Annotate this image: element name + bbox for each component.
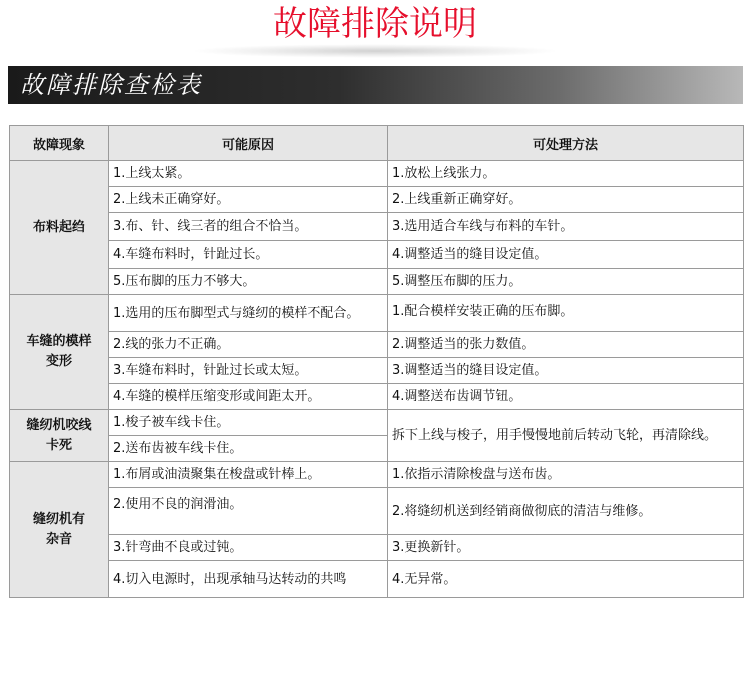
symptom-cell: 布料起绉 <box>10 161 109 295</box>
fix-cell: 拆下上线与梭子，用手慢慢地前后转动飞轮，再清除线。 <box>388 410 744 462</box>
table-row <box>10 269 744 295</box>
table-row <box>10 358 744 384</box>
cause-cell: 2.上线未正确穿好。 <box>109 187 388 213</box>
table-row <box>10 187 744 213</box>
symptom-cell <box>10 462 109 598</box>
fix-cell: 1.依指示清除梭盘与送布齿。 <box>388 462 744 488</box>
fix-cell: 4.调整适当的缝目设定值。 <box>388 241 744 269</box>
header-cause: 可能原因 <box>109 126 388 161</box>
symptom-line: 车缝的模样 <box>26 334 92 349</box>
cause-cell: 4.切入电源时，出现承轴马达转动的共鸣 <box>109 561 388 598</box>
table-row <box>10 213 744 241</box>
table-row <box>10 332 744 358</box>
cause-cell: 3.针弯曲不良或过钝。 <box>109 535 388 561</box>
table-row <box>10 161 744 187</box>
symptom-line: 缝纫机有 <box>32 511 85 527</box>
banner-title: 故障排除查检表 <box>20 71 202 99</box>
fix-cell: 3.调整适当的缝目设定值。 <box>388 358 744 384</box>
cause-cell: 1.布屑或油渍聚集在梭盘或针棒上。 <box>109 462 388 488</box>
cause-cell: 1.选用的压布脚型式与缝纫的模样不配合。 <box>109 295 388 332</box>
symptom-cell <box>10 295 109 410</box>
cause-cell: 2.线的张力不正确。 <box>109 332 388 358</box>
symptom-line: 缝纫机咬线 <box>26 417 92 433</box>
fix-cell: 5.调整压布脚的压力。 <box>388 269 744 295</box>
header-symptom: 故障现象 <box>10 126 109 161</box>
fix-cell: 2.上线重新正确穿好。 <box>388 187 744 213</box>
title-shadow <box>190 44 560 58</box>
fix-cell: 3.选用适合车线与布料的车针。 <box>388 213 744 241</box>
cause-cell: 4.车缝布料时，针趾过长。 <box>109 241 388 269</box>
symptom-line: 卡死 <box>45 437 72 453</box>
cause-cell: 2.使用不良的润滑油。 <box>109 488 388 535</box>
table-row <box>10 241 744 269</box>
table-row <box>10 384 744 410</box>
fix-cell: 4.无异常。 <box>388 561 744 598</box>
table-row <box>10 561 744 598</box>
symptom-cell <box>10 410 109 462</box>
fix-cell: 1.配合模样安装正确的压布脚。 <box>388 295 744 332</box>
table-row <box>10 295 744 332</box>
fix-cell: 1.放松上线张力。 <box>388 161 744 187</box>
cause-cell: 4.车缝的模样压缩变形或间距太开。 <box>109 384 388 410</box>
troubleshooting-table <box>9 125 744 598</box>
table-row <box>10 410 744 436</box>
cause-cell: 5.压布脚的压力不够大。 <box>109 269 388 295</box>
page-title: 故障排除说明 <box>273 4 477 44</box>
cause-cell: 3.布、针、线三者的组合不恰当。 <box>109 213 388 241</box>
symptom-line: 变形 <box>45 354 72 369</box>
section-banner <box>8 66 743 104</box>
cause-cell: 1.梭子被车线卡住。 <box>109 410 388 436</box>
fix-cell: 4.调整送布齿调节钮。 <box>388 384 744 410</box>
table-header-row <box>10 126 744 161</box>
cause-cell: 3.车缝布料时，针趾过长或太短。 <box>109 358 388 384</box>
header-fix: 可处理方法 <box>388 126 744 161</box>
fix-cell: 2.将缝纫机送到经销商做彻底的清洁与维修。 <box>388 488 744 535</box>
table-row <box>10 488 744 535</box>
table-row <box>10 462 744 488</box>
symptom-line: 杂音 <box>45 531 72 547</box>
cause-cell: 1.上线太紧。 <box>109 161 388 187</box>
fix-cell: 2.调整适当的张力数值。 <box>388 332 744 358</box>
table-row <box>10 535 744 561</box>
cause-cell: 2.送布齿被车线卡住。 <box>109 436 388 462</box>
fix-cell: 3.更换新针。 <box>388 535 744 561</box>
